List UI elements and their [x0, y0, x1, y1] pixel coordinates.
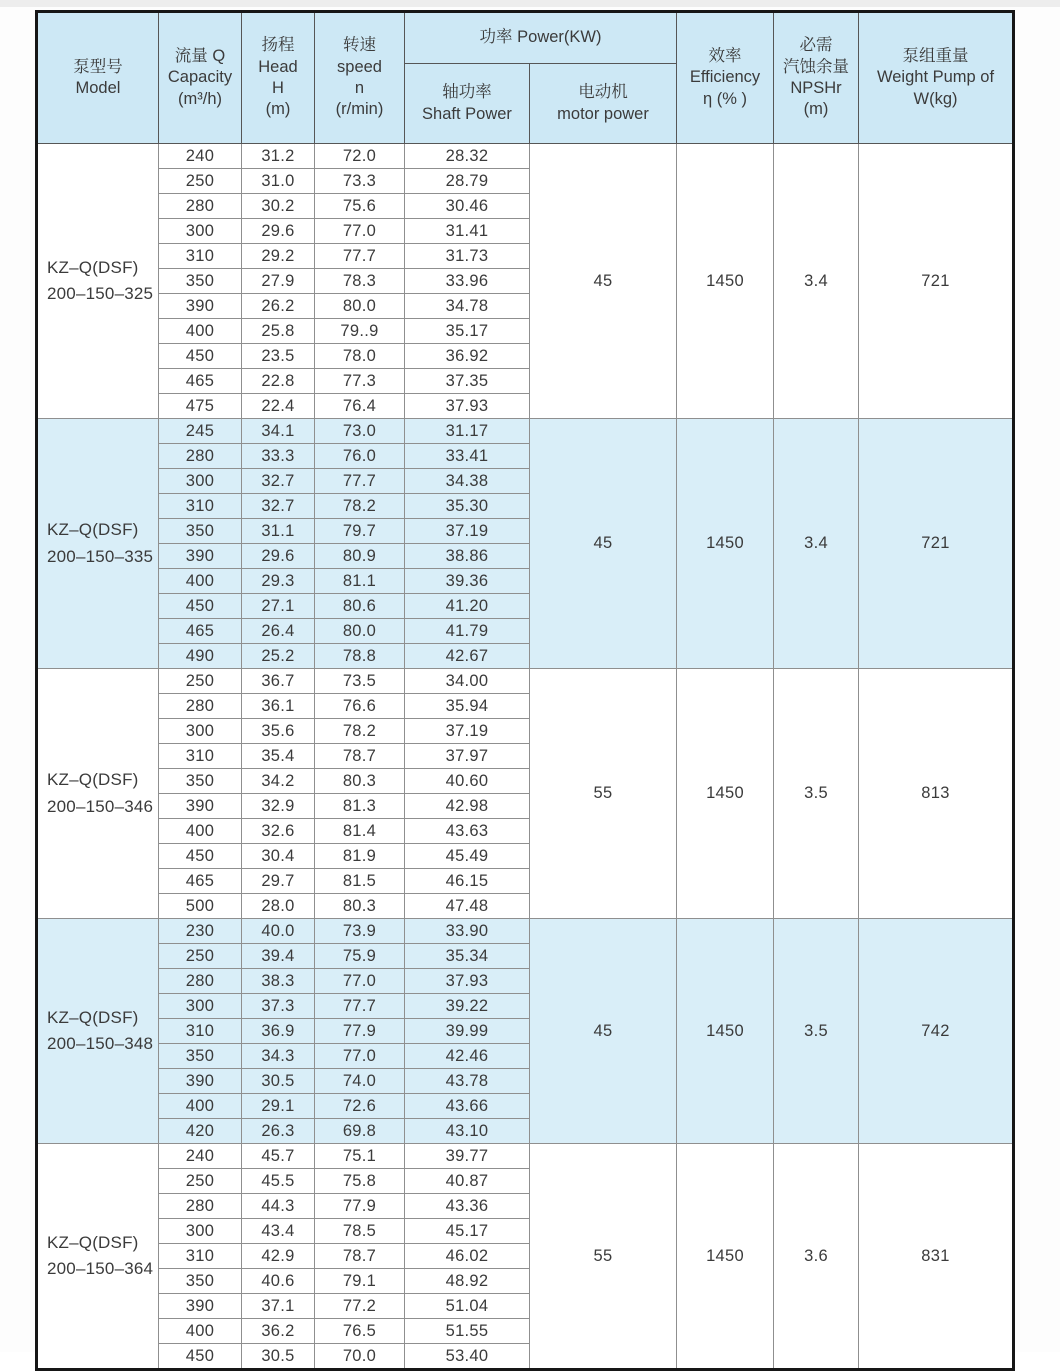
- head-cell: 22.4: [242, 394, 315, 419]
- head-cell: 31.1: [242, 519, 315, 544]
- head-cell: 34.1: [242, 419, 315, 444]
- table-header: [37, 12, 1014, 144]
- efficiency-cell: 1450: [677, 669, 774, 919]
- model-line: KZ–Q(DSF): [47, 257, 139, 277]
- speed-cell: 78.8: [315, 644, 405, 669]
- npshr-cell: 3.4: [774, 419, 859, 669]
- shaft-power-cell: 31.41: [405, 219, 530, 244]
- capacity-cell: 390: [159, 794, 242, 819]
- head-cell: 44.3: [242, 1194, 315, 1219]
- speed-cell: 77.7: [315, 469, 405, 494]
- capacity-cell: 350: [159, 269, 242, 294]
- power-header-label: 功率 Power(KW): [479, 28, 602, 47]
- speed-cell: 77.3: [315, 369, 405, 394]
- shaft-power-cell: 30.46: [405, 194, 530, 219]
- col-header-motor-power: [530, 64, 677, 144]
- shaft-power-cell: 43.36: [405, 1194, 530, 1219]
- speed-cell: 81.4: [315, 819, 405, 844]
- weight-cell: 721: [859, 144, 1014, 419]
- capacity-cell: 310: [159, 744, 242, 769]
- capacity-cell: 465: [159, 869, 242, 894]
- efficiency-header-zh: 效率: [708, 46, 742, 65]
- speed-cell: 80.3: [315, 769, 405, 794]
- weight-header-zh: 泵组重量: [902, 46, 969, 65]
- capacity-cell: 300: [159, 1219, 242, 1244]
- speed-cell: 72.0: [315, 144, 405, 169]
- col-header-capacity: [159, 12, 242, 144]
- shaft-power-cell: 40.60: [405, 769, 530, 794]
- shaft-power-cell: 38.86: [405, 544, 530, 569]
- efficiency-header-unit: η (% ): [703, 89, 748, 108]
- model-cell: [37, 144, 159, 419]
- npshr-header-unit: (m): [803, 100, 829, 119]
- capacity-cell: 350: [159, 1269, 242, 1294]
- table-row: [37, 919, 1014, 944]
- head-cell: 29.3: [242, 569, 315, 594]
- head-cell: 32.7: [242, 494, 315, 519]
- col-header-power-group: [405, 12, 677, 64]
- head-cell: 32.6: [242, 819, 315, 844]
- capacity-cell: 250: [159, 944, 242, 969]
- shaft-power-cell: 33.96: [405, 269, 530, 294]
- speed-cell: 72.6: [315, 1094, 405, 1119]
- col-header-weight: [859, 12, 1014, 144]
- shaft-power-cell: 28.32: [405, 144, 530, 169]
- col-header-efficiency: [677, 12, 774, 144]
- head-cell: 29.1: [242, 1094, 315, 1119]
- efficiency-cell: 1450: [677, 1144, 774, 1370]
- capacity-cell: 310: [159, 1019, 242, 1044]
- speed-header-symbol: n: [354, 79, 365, 97]
- shaft-power-cell: 53.40: [405, 1344, 530, 1370]
- col-header-model: [37, 12, 159, 144]
- head-cell: 29.6: [242, 219, 315, 244]
- speed-cell: 77.0: [315, 1044, 405, 1069]
- shaft-power-cell: 39.99: [405, 1019, 530, 1044]
- speed-header-zh: 转速: [343, 36, 376, 55]
- capacity-cell: 250: [159, 1169, 242, 1194]
- model-line: KZ–Q(DSF): [47, 520, 139, 540]
- capacity-header-unit: (m³/h): [178, 89, 222, 108]
- head-cell: 31.0: [242, 169, 315, 194]
- capacity-cell: 465: [159, 369, 242, 394]
- capacity-cell: 250: [159, 169, 242, 194]
- capacity-cell: 500: [159, 894, 242, 919]
- speed-cell: 79.1: [315, 1269, 405, 1294]
- shaft-power-cell: 36.92: [405, 344, 530, 369]
- capacity-cell: 390: [159, 294, 242, 319]
- speed-cell: 73.0: [315, 419, 405, 444]
- shaft-power-cell: 37.19: [405, 519, 530, 544]
- head-cell: 36.1: [242, 694, 315, 719]
- shaft-power-cell: 47.48: [405, 894, 530, 919]
- capacity-cell: 465: [159, 619, 242, 644]
- npshr-header-zh1: 必需: [799, 36, 833, 55]
- head-cell: 22.8: [242, 369, 315, 394]
- shaft-power-cell: 41.79: [405, 619, 530, 644]
- efficiency-header-en: Efficiency: [689, 68, 761, 87]
- shaft-power-cell: 43.78: [405, 1069, 530, 1094]
- col-header-speed: [315, 12, 405, 144]
- motor-power-cell: 55: [530, 669, 677, 919]
- capacity-cell: 490: [159, 644, 242, 669]
- capacity-cell: 450: [159, 844, 242, 869]
- head-cell: 36.2: [242, 1319, 315, 1344]
- head-cell: 29.7: [242, 869, 315, 894]
- weight-cell: 742: [859, 919, 1014, 1144]
- speed-header-unit: (r/min): [335, 100, 384, 119]
- shaft-power-cell: 42.46: [405, 1044, 530, 1069]
- capacity-cell: 240: [159, 144, 242, 169]
- speed-cell: 73.3: [315, 169, 405, 194]
- motor-power-cell: 55: [530, 1144, 677, 1370]
- npshr-cell: 3.5: [774, 669, 859, 919]
- speed-cell: 79.7: [315, 519, 405, 544]
- speed-cell: 77.2: [315, 1294, 405, 1319]
- col-header-head: [242, 12, 315, 144]
- speed-cell: 78.7: [315, 1244, 405, 1269]
- capacity-cell: 300: [159, 994, 242, 1019]
- model-cell: [37, 419, 159, 669]
- head-cell: 34.3: [242, 1044, 315, 1069]
- shaft-power-cell: 37.19: [405, 719, 530, 744]
- head-cell: 29.2: [242, 244, 315, 269]
- page-top-strip: [0, 0, 1060, 7]
- weight-cell: 813: [859, 669, 1014, 919]
- capacity-cell: 310: [159, 1244, 242, 1269]
- head-cell: 40.0: [242, 919, 315, 944]
- speed-cell: 76.4: [315, 394, 405, 419]
- col-header-shaft-power: [405, 64, 530, 144]
- model-header-zh: 泵型号: [73, 57, 123, 76]
- capacity-cell: 280: [159, 694, 242, 719]
- speed-cell: 73.5: [315, 669, 405, 694]
- speed-cell: 75.6: [315, 194, 405, 219]
- head-cell: 25.2: [242, 644, 315, 669]
- speed-cell: 77.9: [315, 1194, 405, 1219]
- speed-cell: 77.0: [315, 219, 405, 244]
- shaft-power-cell: 46.15: [405, 869, 530, 894]
- capacity-cell: 350: [159, 1044, 242, 1069]
- capacity-cell: 400: [159, 1094, 242, 1119]
- speed-cell: 70.0: [315, 1344, 405, 1370]
- shaft-power-cell: 34.00: [405, 669, 530, 694]
- shaft-power-cell: 41.20: [405, 594, 530, 619]
- capacity-cell: 230: [159, 919, 242, 944]
- shaft-power-cell: 40.87: [405, 1169, 530, 1194]
- speed-cell: 80.6: [315, 594, 405, 619]
- head-header-zh: 扬程: [261, 36, 295, 55]
- model-line: KZ–Q(DSF): [47, 1232, 139, 1252]
- capacity-cell: 280: [159, 444, 242, 469]
- speed-cell: 69.8: [315, 1119, 405, 1144]
- shaft-power-cell: 37.97: [405, 744, 530, 769]
- speed-cell: 81.5: [315, 869, 405, 894]
- head-cell: 37.1: [242, 1294, 315, 1319]
- capacity-cell: 390: [159, 1294, 242, 1319]
- model-line: KZ–Q(DSF): [47, 770, 139, 790]
- capacity-cell: 280: [159, 969, 242, 994]
- col-header-npshr: [774, 12, 859, 144]
- head-cell: 35.4: [242, 744, 315, 769]
- head-cell: 30.5: [242, 1344, 315, 1370]
- motor-power-header-zh: 电动机: [578, 83, 628, 102]
- capacity-cell: 250: [159, 669, 242, 694]
- capacity-cell: 390: [159, 1069, 242, 1094]
- motor-power-cell: 45: [530, 144, 677, 419]
- shaft-power-cell: 45.17: [405, 1219, 530, 1244]
- shaft-power-cell: 34.38: [405, 469, 530, 494]
- speed-cell: 77.9: [315, 1019, 405, 1044]
- capacity-header-zh: 流量 Q: [174, 46, 226, 65]
- npshr-cell: 3.4: [774, 144, 859, 419]
- capacity-cell: 450: [159, 594, 242, 619]
- shaft-power-cell: 48.92: [405, 1269, 530, 1294]
- shaft-power-cell: 34.78: [405, 294, 530, 319]
- capacity-cell: 300: [159, 719, 242, 744]
- head-cell: 30.4: [242, 844, 315, 869]
- speed-cell: 77.0: [315, 969, 405, 994]
- efficiency-cell: 1450: [677, 919, 774, 1144]
- head-cell: 38.3: [242, 969, 315, 994]
- model-line: 200–150–325: [47, 284, 154, 303]
- capacity-cell: 310: [159, 494, 242, 519]
- speed-header-en: speed: [337, 57, 382, 76]
- table-body: [37, 144, 1014, 1370]
- speed-cell: 79..9: [315, 319, 405, 344]
- capacity-cell: 420: [159, 1119, 242, 1144]
- shaft-power-cell: 39.77: [405, 1144, 530, 1169]
- shaft-power-cell: 31.73: [405, 244, 530, 269]
- speed-cell: 76.5: [315, 1319, 405, 1344]
- shaft-power-cell: 43.63: [405, 819, 530, 844]
- shaft-power-cell: 51.04: [405, 1294, 530, 1319]
- speed-cell: 78.2: [315, 494, 405, 519]
- head-cell: 36.7: [242, 669, 315, 694]
- model-line: 200–150–364: [47, 1259, 154, 1278]
- speed-cell: 78.5: [315, 1219, 405, 1244]
- capacity-cell: 400: [159, 819, 242, 844]
- shaft-power-cell: 31.17: [405, 419, 530, 444]
- speed-cell: 77.7: [315, 994, 405, 1019]
- shaft-power-cell: 35.30: [405, 494, 530, 519]
- head-cell: 42.9: [242, 1244, 315, 1269]
- motor-power-cell: 45: [530, 919, 677, 1144]
- head-cell: 36.9: [242, 1019, 315, 1044]
- capacity-header-en: Capacity: [167, 68, 233, 87]
- capacity-cell: 245: [159, 419, 242, 444]
- shaft-power-cell: 39.22: [405, 994, 530, 1019]
- speed-cell: 73.9: [315, 919, 405, 944]
- capacity-cell: 450: [159, 344, 242, 369]
- head-header-unit: (m): [265, 100, 291, 119]
- npshr-header-en: NPSHr: [790, 79, 842, 97]
- capacity-cell: 350: [159, 519, 242, 544]
- head-cell: 30.5: [242, 1069, 315, 1094]
- capacity-cell: 390: [159, 544, 242, 569]
- head-cell: 43.4: [242, 1219, 315, 1244]
- head-cell: 26.3: [242, 1119, 315, 1144]
- speed-cell: 76.6: [315, 694, 405, 719]
- capacity-cell: 300: [159, 219, 242, 244]
- shaft-power-cell: 33.90: [405, 919, 530, 944]
- speed-cell: 80.9: [315, 544, 405, 569]
- shaft-power-cell: 51.55: [405, 1319, 530, 1344]
- model-line: KZ–Q(DSF): [47, 1007, 139, 1027]
- speed-cell: 76.0: [315, 444, 405, 469]
- capacity-cell: 310: [159, 244, 242, 269]
- head-cell: 27.1: [242, 594, 315, 619]
- shaft-power-cell: 43.66: [405, 1094, 530, 1119]
- table-row: [37, 144, 1014, 169]
- capacity-cell: 475: [159, 394, 242, 419]
- shaft-power-cell: 37.93: [405, 394, 530, 419]
- capacity-cell: 350: [159, 769, 242, 794]
- head-cell: 33.3: [242, 444, 315, 469]
- shaft-power-header-en: Shaft Power: [422, 104, 512, 123]
- speed-cell: 80.3: [315, 894, 405, 919]
- capacity-cell: 400: [159, 569, 242, 594]
- shaft-power-cell: 42.98: [405, 794, 530, 819]
- capacity-cell: 280: [159, 1194, 242, 1219]
- speed-cell: 81.9: [315, 844, 405, 869]
- head-cell: 31.2: [242, 144, 315, 169]
- shaft-power-header-zh: 轴功率: [442, 83, 492, 102]
- shaft-power-cell: 33.41: [405, 444, 530, 469]
- capacity-cell: 400: [159, 319, 242, 344]
- capacity-cell: 280: [159, 194, 242, 219]
- head-cell: 34.2: [242, 769, 315, 794]
- head-cell: 39.4: [242, 944, 315, 969]
- capacity-cell: 450: [159, 1344, 242, 1370]
- head-cell: 32.9: [242, 794, 315, 819]
- shaft-power-cell: 37.35: [405, 369, 530, 394]
- model-cell: [37, 669, 159, 919]
- head-cell: 28.0: [242, 894, 315, 919]
- head-cell: 35.6: [242, 719, 315, 744]
- head-cell: 29.6: [242, 544, 315, 569]
- head-header-en: Head: [258, 57, 298, 76]
- weight-header-en: Weight Pump of: [876, 68, 995, 87]
- speed-cell: 75.1: [315, 1144, 405, 1169]
- capacity-cell: 400: [159, 1319, 242, 1344]
- speed-cell: 81.3: [315, 794, 405, 819]
- head-cell: 23.5: [242, 344, 315, 369]
- model-cell: [37, 1144, 159, 1370]
- efficiency-cell: 1450: [677, 144, 774, 419]
- npshr-cell: 3.6: [774, 1144, 859, 1370]
- head-cell: 45.5: [242, 1169, 315, 1194]
- head-cell: 37.3: [242, 994, 315, 1019]
- weight-header-unit: W(kg): [913, 89, 958, 108]
- shaft-power-cell: 35.34: [405, 944, 530, 969]
- table-row: [37, 1144, 1014, 1169]
- shaft-power-cell: 28.79: [405, 169, 530, 194]
- shaft-power-cell: 42.67: [405, 644, 530, 669]
- speed-cell: 74.0: [315, 1069, 405, 1094]
- speed-cell: 77.7: [315, 244, 405, 269]
- speed-cell: 78.3: [315, 269, 405, 294]
- head-cell: 25.8: [242, 319, 315, 344]
- model-line: 200–150–346: [47, 796, 154, 816]
- speed-cell: 78.7: [315, 744, 405, 769]
- head-header-symbol: H: [272, 79, 284, 97]
- model-header-en: Model: [75, 79, 121, 97]
- speed-cell: 78.0: [315, 344, 405, 369]
- table-row: [37, 669, 1014, 694]
- weight-cell: 831: [859, 1144, 1014, 1370]
- model-line: 200–150–335: [47, 546, 154, 566]
- head-cell: 27.9: [242, 269, 315, 294]
- model-line: 200–150–348: [47, 1034, 154, 1053]
- head-cell: 40.6: [242, 1269, 315, 1294]
- shaft-power-cell: 35.17: [405, 319, 530, 344]
- shaft-power-cell: 45.49: [405, 844, 530, 869]
- head-cell: 45.7: [242, 1144, 315, 1169]
- npshr-header-zh2: 汽蚀余量: [783, 57, 850, 76]
- header-row-top: [37, 12, 1014, 64]
- speed-cell: 75.8: [315, 1169, 405, 1194]
- weight-cell: 721: [859, 419, 1014, 669]
- npshr-cell: 3.5: [774, 919, 859, 1144]
- table-row: [37, 419, 1014, 444]
- model-cell: [37, 919, 159, 1144]
- head-cell: 30.2: [242, 194, 315, 219]
- speed-cell: 80.0: [315, 294, 405, 319]
- shaft-power-cell: 39.36: [405, 569, 530, 594]
- head-cell: 26.4: [242, 619, 315, 644]
- head-cell: 32.7: [242, 469, 315, 494]
- speed-cell: 80.0: [315, 619, 405, 644]
- speed-cell: 78.2: [315, 719, 405, 744]
- shaft-power-cell: 35.94: [405, 694, 530, 719]
- efficiency-cell: 1450: [677, 419, 774, 669]
- motor-power-header-en: motor power: [557, 104, 649, 123]
- motor-power-cell: 45: [530, 419, 677, 669]
- pump-spec-table: [35, 10, 1015, 1371]
- head-cell: 26.2: [242, 294, 315, 319]
- shaft-power-cell: 43.10: [405, 1119, 530, 1144]
- capacity-cell: 240: [159, 1144, 242, 1169]
- capacity-cell: 300: [159, 469, 242, 494]
- shaft-power-cell: 46.02: [405, 1244, 530, 1269]
- shaft-power-cell: 37.93: [405, 969, 530, 994]
- speed-cell: 75.9: [315, 944, 405, 969]
- speed-cell: 81.1: [315, 569, 405, 594]
